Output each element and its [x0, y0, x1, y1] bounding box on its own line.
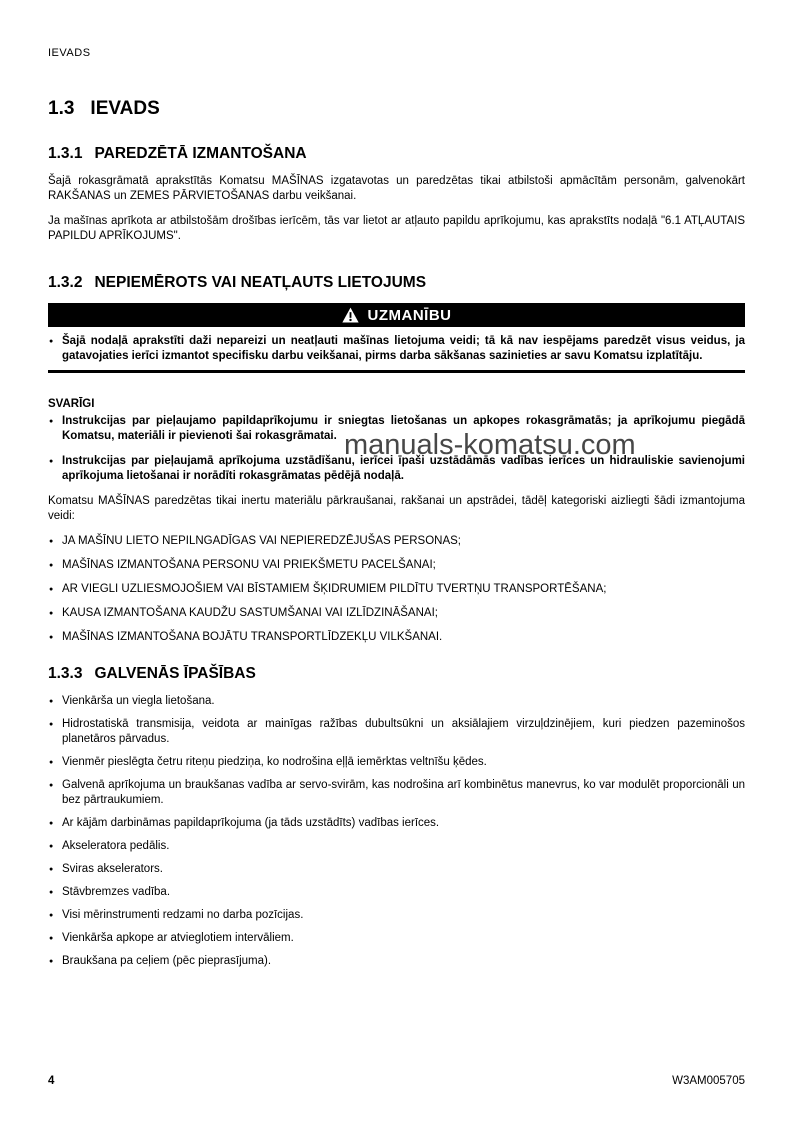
features-list [48, 694, 745, 969]
warning-bullet: ● Šajā nodaļā aprakstīti daži nepareizi un neatļauti mašīnas lietojuma veidi; tā kā nav iespējams paredzēt visus veidus, ja gatavojaties ierīci izmantot specifisku darbu veikšanai, pirms darba sākšanas sazinieties ar savu Komatsu izplatītāju. [48, 334, 745, 364]
forbidden-use-item: ● JA MAŠĪNU LIETO NEPILNGADĪGAS VAI NEPIEREDZĒJUŠAS PERSONAS; [48, 534, 745, 549]
feature-item: ● Vienkārša apkope ar atvieglotiem intervāliem. [48, 931, 745, 946]
page-number: 4 [48, 1075, 55, 1087]
important-bullet: ● Instrukcijas par pieļaujamo papildaprīkojumu ir sniegtas lietošanas un apkopes rokasgrāmatās; ja aprīkojumu piegādā Komatsu, materiāli ir pievienoti šai rokasgrāmatai. [48, 414, 745, 444]
important-label: SVARĪGI [48, 398, 95, 410]
feature-item: ● Akseleratora pedālis. [48, 839, 745, 854]
feature-item: ● Galvenā aprīkojuma un braukšanas vadība ar servo-svirām, kas nodrošina arī kombinētus manevrus, ko var modulēt proporcionāli un bez pārtraukumiem. [48, 778, 745, 808]
paragraph-intended-use-1: Šajā rokasgrāmatā aprakstītās Komatsu MAŠĪNAS izgatavotas un paredzētas tikai atbilstoši apmācītām personām, galvenokārt RAKŠANAS un ZEMES PĀRVIETOŠANAS darbu veikšanai. [48, 175, 745, 202]
section-label: GALVENĀS ĪPAŠĪBAS [94, 665, 256, 682]
paragraph-forbidden-intro: Komatsu MAŠĪNAS paredzētas tikai inertu materiālu pārkraušanai, rakšanai un apstrādei, tādēļ kategoriski aizliegti šādi izmantojuma veidi: [48, 495, 745, 522]
forbidden-use-item: ● AR VIEGLI UZLIESMOJOŠIEM VAI BĪSTAMIEM ŠĶIDRUMIEM PILDĪTU TVERTŅU TRANSPORTĒŠANA; [48, 582, 745, 597]
feature-item: ● Visi mērinstrumenti redzami no darba pozīcijas. [48, 908, 745, 923]
feature-item: ● Ar kājām darbināmas papildaprīkojuma (ja tāds uzstādīts) vadības ierīces. [48, 816, 745, 831]
section-label: PAREDZĒTĀ IZMANTOŠANA [94, 145, 307, 162]
section-number: 1.3.3 [48, 665, 83, 682]
forbidden-use-item: ● MAŠĪNAS IZMANTOŠANA PERSONU VAI PRIEKŠMETU PACELŠANAI; [48, 558, 745, 573]
warning-block [48, 303, 745, 373]
document-code: W3AM005705 [672, 1075, 745, 1087]
feature-item: ● Vienmēr pieslēgta četru riteņu piedziņa, ko nodrošina eļļā iemērktas veltnīšu ķēdes. [48, 755, 745, 770]
warning-body [48, 327, 745, 373]
warning-banner-title: UZMANĪBU [367, 306, 452, 324]
section-title-1-3-1 [48, 146, 745, 161]
warning-triangle-icon [342, 307, 359, 323]
paragraph-intended-use-2: Ja mašīnas aprīkota ar atbilstošām drošības ierīcēm, tās var lietot ar atļauto papildu aprīkojumu, kas aprakstīts nodaļā "6.1 ATĻAUTAIS PAPILDU APRĪKOJUMS". [48, 215, 745, 242]
feature-item: ● Hidrostatiskā transmisija, veidota ar mainīgas ražības dubultsūkni un aksiālajiem virzuļdzinējiem, kuri piedzen pazeminošos planetāros pārvadus. [48, 717, 745, 747]
feature-item: ● Vienkārša un viegla lietošana. [48, 694, 745, 709]
section-number: 1.3.2 [48, 274, 83, 291]
feature-item: ● Stāvbremzes vadība. [48, 885, 745, 900]
section-number: 1.3.1 [48, 145, 83, 162]
running-header: IEVADS [48, 47, 91, 59]
important-bullet: ● Instrukcijas par pieļaujamā aprīkojuma uzstādīšanu, ierīcei īpaši uzstādāmās vadības ierīces un hidrauliskie savienojumi aprīkojuma lietošanai ir norādīti rokasgrāmatas pēdējā nodaļā. [48, 454, 745, 484]
section-title-1-3 [48, 98, 745, 119]
page-footer [48, 1074, 745, 1089]
forbidden-use-item: ● MAŠĪNAS IZMANTOŠANA BOJĀTU TRANSPORTLĪDZEKĻU VILKŠANAI. [48, 630, 745, 645]
section-label: IEVADS [90, 98, 160, 119]
feature-item: ● Braukšana pa ceļiem (pēc pieprasījuma). [48, 954, 745, 969]
spacer [48, 254, 745, 275]
section-number: 1.3 [48, 98, 75, 119]
section-title-1-3-2 [48, 275, 745, 290]
forbidden-uses-list [48, 534, 745, 645]
warning-banner [48, 303, 745, 327]
important-list [48, 414, 745, 484]
section-label: NEPIEMĒROTS VAI NEATĻAUTS LIETOJUMS [94, 274, 427, 291]
watermark: manuals-komatsu.com [344, 429, 636, 461]
forbidden-use-item: ● KAUSA IZMANTOŠANA KAUDŽU SASTUMŠANAI VAI IZLĪDZINĀŠANAI; [48, 606, 745, 621]
feature-item: ● Sviras akselerators. [48, 862, 745, 877]
section-title-1-3-3 [48, 666, 745, 681]
